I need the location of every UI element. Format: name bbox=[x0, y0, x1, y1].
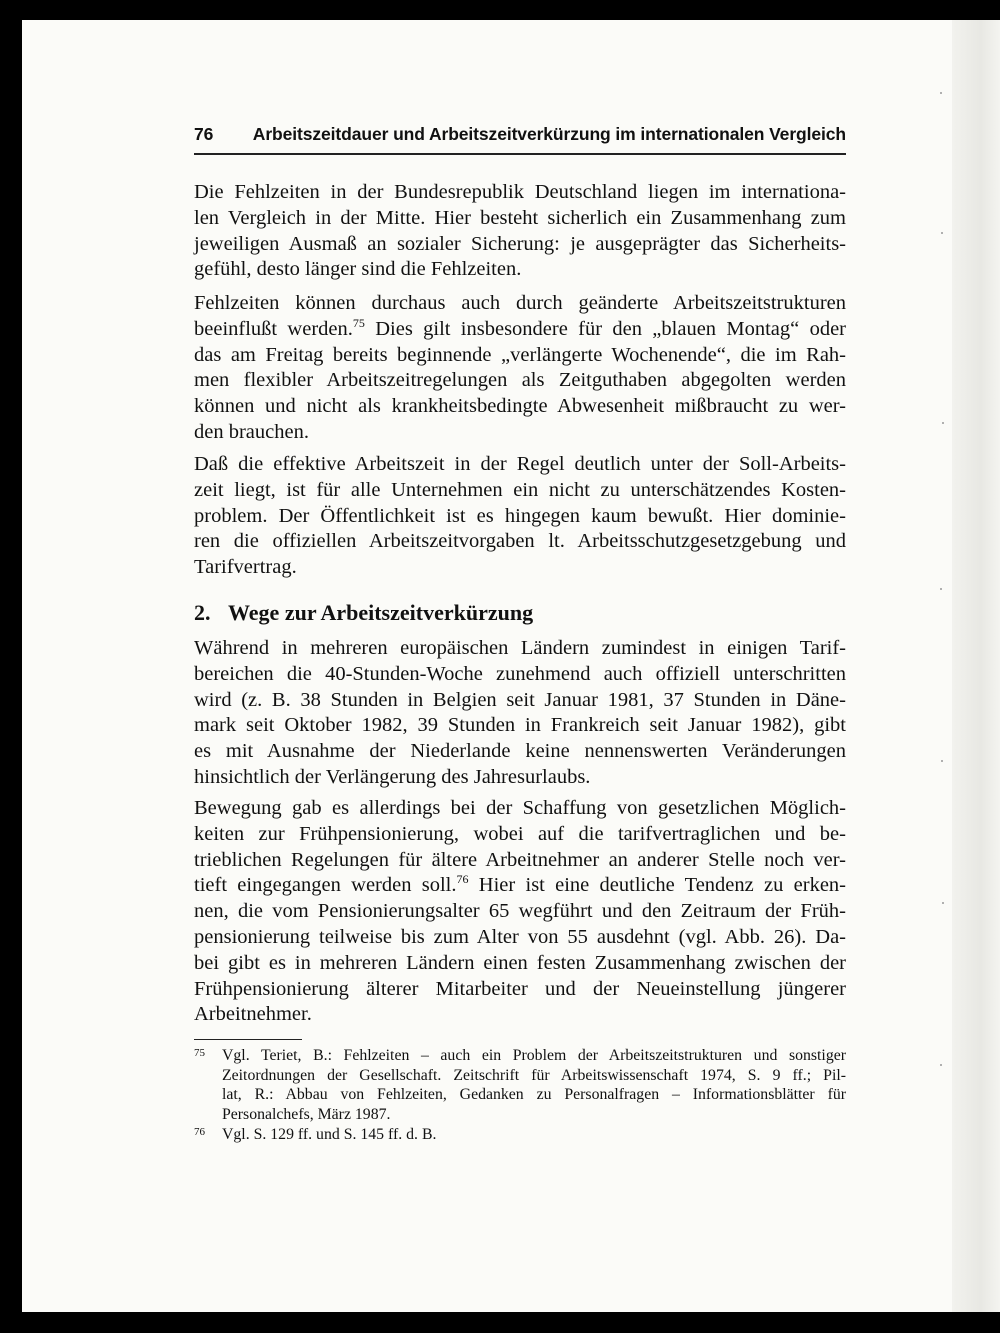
text-line: Bewegung gab es allerdings bei der Schaffung von gesetzlichen Möglich- bbox=[194, 797, 846, 819]
paper-speck bbox=[942, 422, 944, 424]
footnote-75 bbox=[194, 1046, 846, 1124]
section-number: 2. bbox=[194, 600, 211, 625]
page-number: 76 bbox=[194, 124, 214, 144]
text-line: zeit liegt, ist für alle Unternehmen ein nicht zu unterschätzendes Kosten- bbox=[194, 478, 846, 501]
text-line: können und nicht als krankheitsbedingte Abwesenheit mißbraucht zu wer- bbox=[194, 395, 846, 418]
text-line: bei gibt es in mehreren Ländern einen festen Zusammenhang zwischen der bbox=[194, 951, 846, 974]
text-line: ren die offiziellen Arbeitszeitvorgaben lt. Arbeitsschutzgesetzgebung und bbox=[194, 530, 846, 553]
text-fragment: Dies gilt insbesondere für den „blauen Montag“ oder bbox=[364, 317, 846, 340]
text-line bbox=[194, 317, 846, 343]
text-line: Während in mehreren europäischen Ländern zumindest in einigen Tarif- bbox=[194, 637, 846, 659]
paper-speck bbox=[940, 588, 942, 590]
running-title: Arbeitszeitdauer und Arbeitszeitverkürzung im internationalen Vergleich bbox=[252, 124, 846, 144]
footnote-body bbox=[222, 1046, 846, 1124]
text-line: Arbeitnehmer. bbox=[194, 1003, 312, 1026]
footnote-rule bbox=[194, 1039, 302, 1040]
text-fragment: Hier ist eine deutliche Tendenz zu erken- bbox=[468, 874, 846, 897]
footnote-ref-75[interactable]: 75 bbox=[352, 315, 365, 330]
page-edge bbox=[952, 20, 1000, 1312]
text-line bbox=[194, 873, 846, 899]
text-line: den brauchen. bbox=[194, 420, 309, 443]
footnote-body bbox=[222, 1125, 846, 1145]
text-line: men flexibler Arbeitszeitregelungen als Zeitguthaben abgegolten werden bbox=[194, 369, 846, 392]
text-line: gefühl, desto länger sind die Fehlzeiten. bbox=[194, 258, 522, 281]
text-line: jeweiligen Ausmaß an sozialer Sicherung: je ausgeprägter das Sicherheits- bbox=[194, 232, 846, 255]
paragraph-early-retirement bbox=[194, 796, 846, 1028]
paper-speck bbox=[941, 760, 943, 762]
footnote-line: Vgl. Teriet, B.: Fehlzeiten – auch ein Problem der Arbeitszeitstrukturen und sonstiger bbox=[222, 1047, 846, 1064]
footnote-mark: 76 bbox=[194, 1126, 205, 1138]
text-fragment: beeinflußt werden. bbox=[194, 317, 353, 340]
footnote-line: Personalchefs, März 1987. bbox=[222, 1105, 391, 1123]
text-line: keiten zur Frühpensionierung, wobei auf die tarifvertraglichen und be- bbox=[194, 822, 846, 845]
text-line: mark seit Oktober 1982, 39 Stunden in Frankreich seit Januar 1982), gibt bbox=[194, 714, 846, 737]
text-line: Daß die effektive Arbeitszeit in der Regel deutlich unter der Soll-Arbeits- bbox=[194, 453, 846, 475]
paper-speck bbox=[940, 92, 942, 94]
text-line: nen, die vom Pensionierungsalter 65 wegführt und den Zeitraum der Früh- bbox=[194, 900, 846, 923]
section-title: Wege zur Arbeitszeitverkürzung bbox=[228, 600, 534, 625]
text-line: pensionierung teilweise bis zum Alter von 55 ausdehnt (vgl. Abb. 26). Da- bbox=[194, 925, 846, 948]
header-rule bbox=[194, 153, 846, 155]
footnote-line: lat, R.: Abbau von Fehlzeiten, Gedanken zu Personalfragen – Informationsblätter für bbox=[222, 1086, 846, 1104]
paper-speck bbox=[942, 902, 944, 904]
text-line: es mit Ausnahme der Niederlande keine nennenswerten Veränderungen bbox=[194, 740, 846, 763]
paper-speck bbox=[940, 1064, 942, 1066]
text-line: das am Freitag bereits beginnende „verlängerte Wochenende“, die im Rah- bbox=[194, 343, 846, 366]
text-line: len Vergleich in der Mitte. Hier besteht sicherlich ein Zusammenhang zum bbox=[194, 206, 846, 229]
footnote-mark: 75 bbox=[194, 1047, 205, 1059]
text-line: Frühpensionierung älterer Mitarbeiter und der Neueinstellung jüngerer bbox=[194, 977, 846, 1000]
running-header bbox=[194, 124, 846, 148]
text-line: wird (z. B. 38 Stunden in Belgien seit Januar 1981, 37 Stunden in Däne- bbox=[194, 688, 846, 711]
footnote-ref-76[interactable]: 76 bbox=[456, 872, 469, 887]
paragraph-european-countries bbox=[194, 636, 846, 791]
paragraph-work-structures bbox=[194, 291, 846, 446]
text-line: Die Fehlzeiten in der Bundesrepublik Deutschland liegen im internationa- bbox=[194, 181, 846, 203]
section-heading bbox=[194, 600, 846, 626]
footnote-line: Vgl. S. 129 ff. und S. 145 ff. d. B. bbox=[222, 1126, 437, 1143]
paper-speck bbox=[941, 232, 943, 234]
text-line: bereichen die 40-Stunden-Woche zunehmend auch offiziell unterschritten bbox=[194, 662, 846, 685]
text-line: Tarifvertrag. bbox=[194, 556, 297, 579]
text-line: trieblichen Regelungen für ältere Arbeitnehmer an anderer Stelle noch ver- bbox=[194, 848, 846, 871]
text-line: hinsichtlich der Verlängerung des Jahresurlaubs. bbox=[194, 765, 591, 788]
paragraph-cost-problem bbox=[194, 452, 846, 581]
footnote-76 bbox=[194, 1125, 846, 1145]
text-line: problem. Der Öffentlichkeit ist es hingegen kaum bewußt. Hier dominie- bbox=[194, 504, 846, 527]
text-fragment: tieft eingegangen werden soll. bbox=[194, 874, 457, 897]
text-line: Fehlzeiten können durchaus auch durch geänderte Arbeitszeitstrukturen bbox=[194, 292, 846, 314]
footnote-line: Zeitordnungen der Gesellschaft. Zeitschrift für Arbeitswissenschaft 1974, S. 9 ff.; Pil- bbox=[222, 1066, 846, 1084]
paragraph-absence-comparison bbox=[194, 180, 846, 283]
